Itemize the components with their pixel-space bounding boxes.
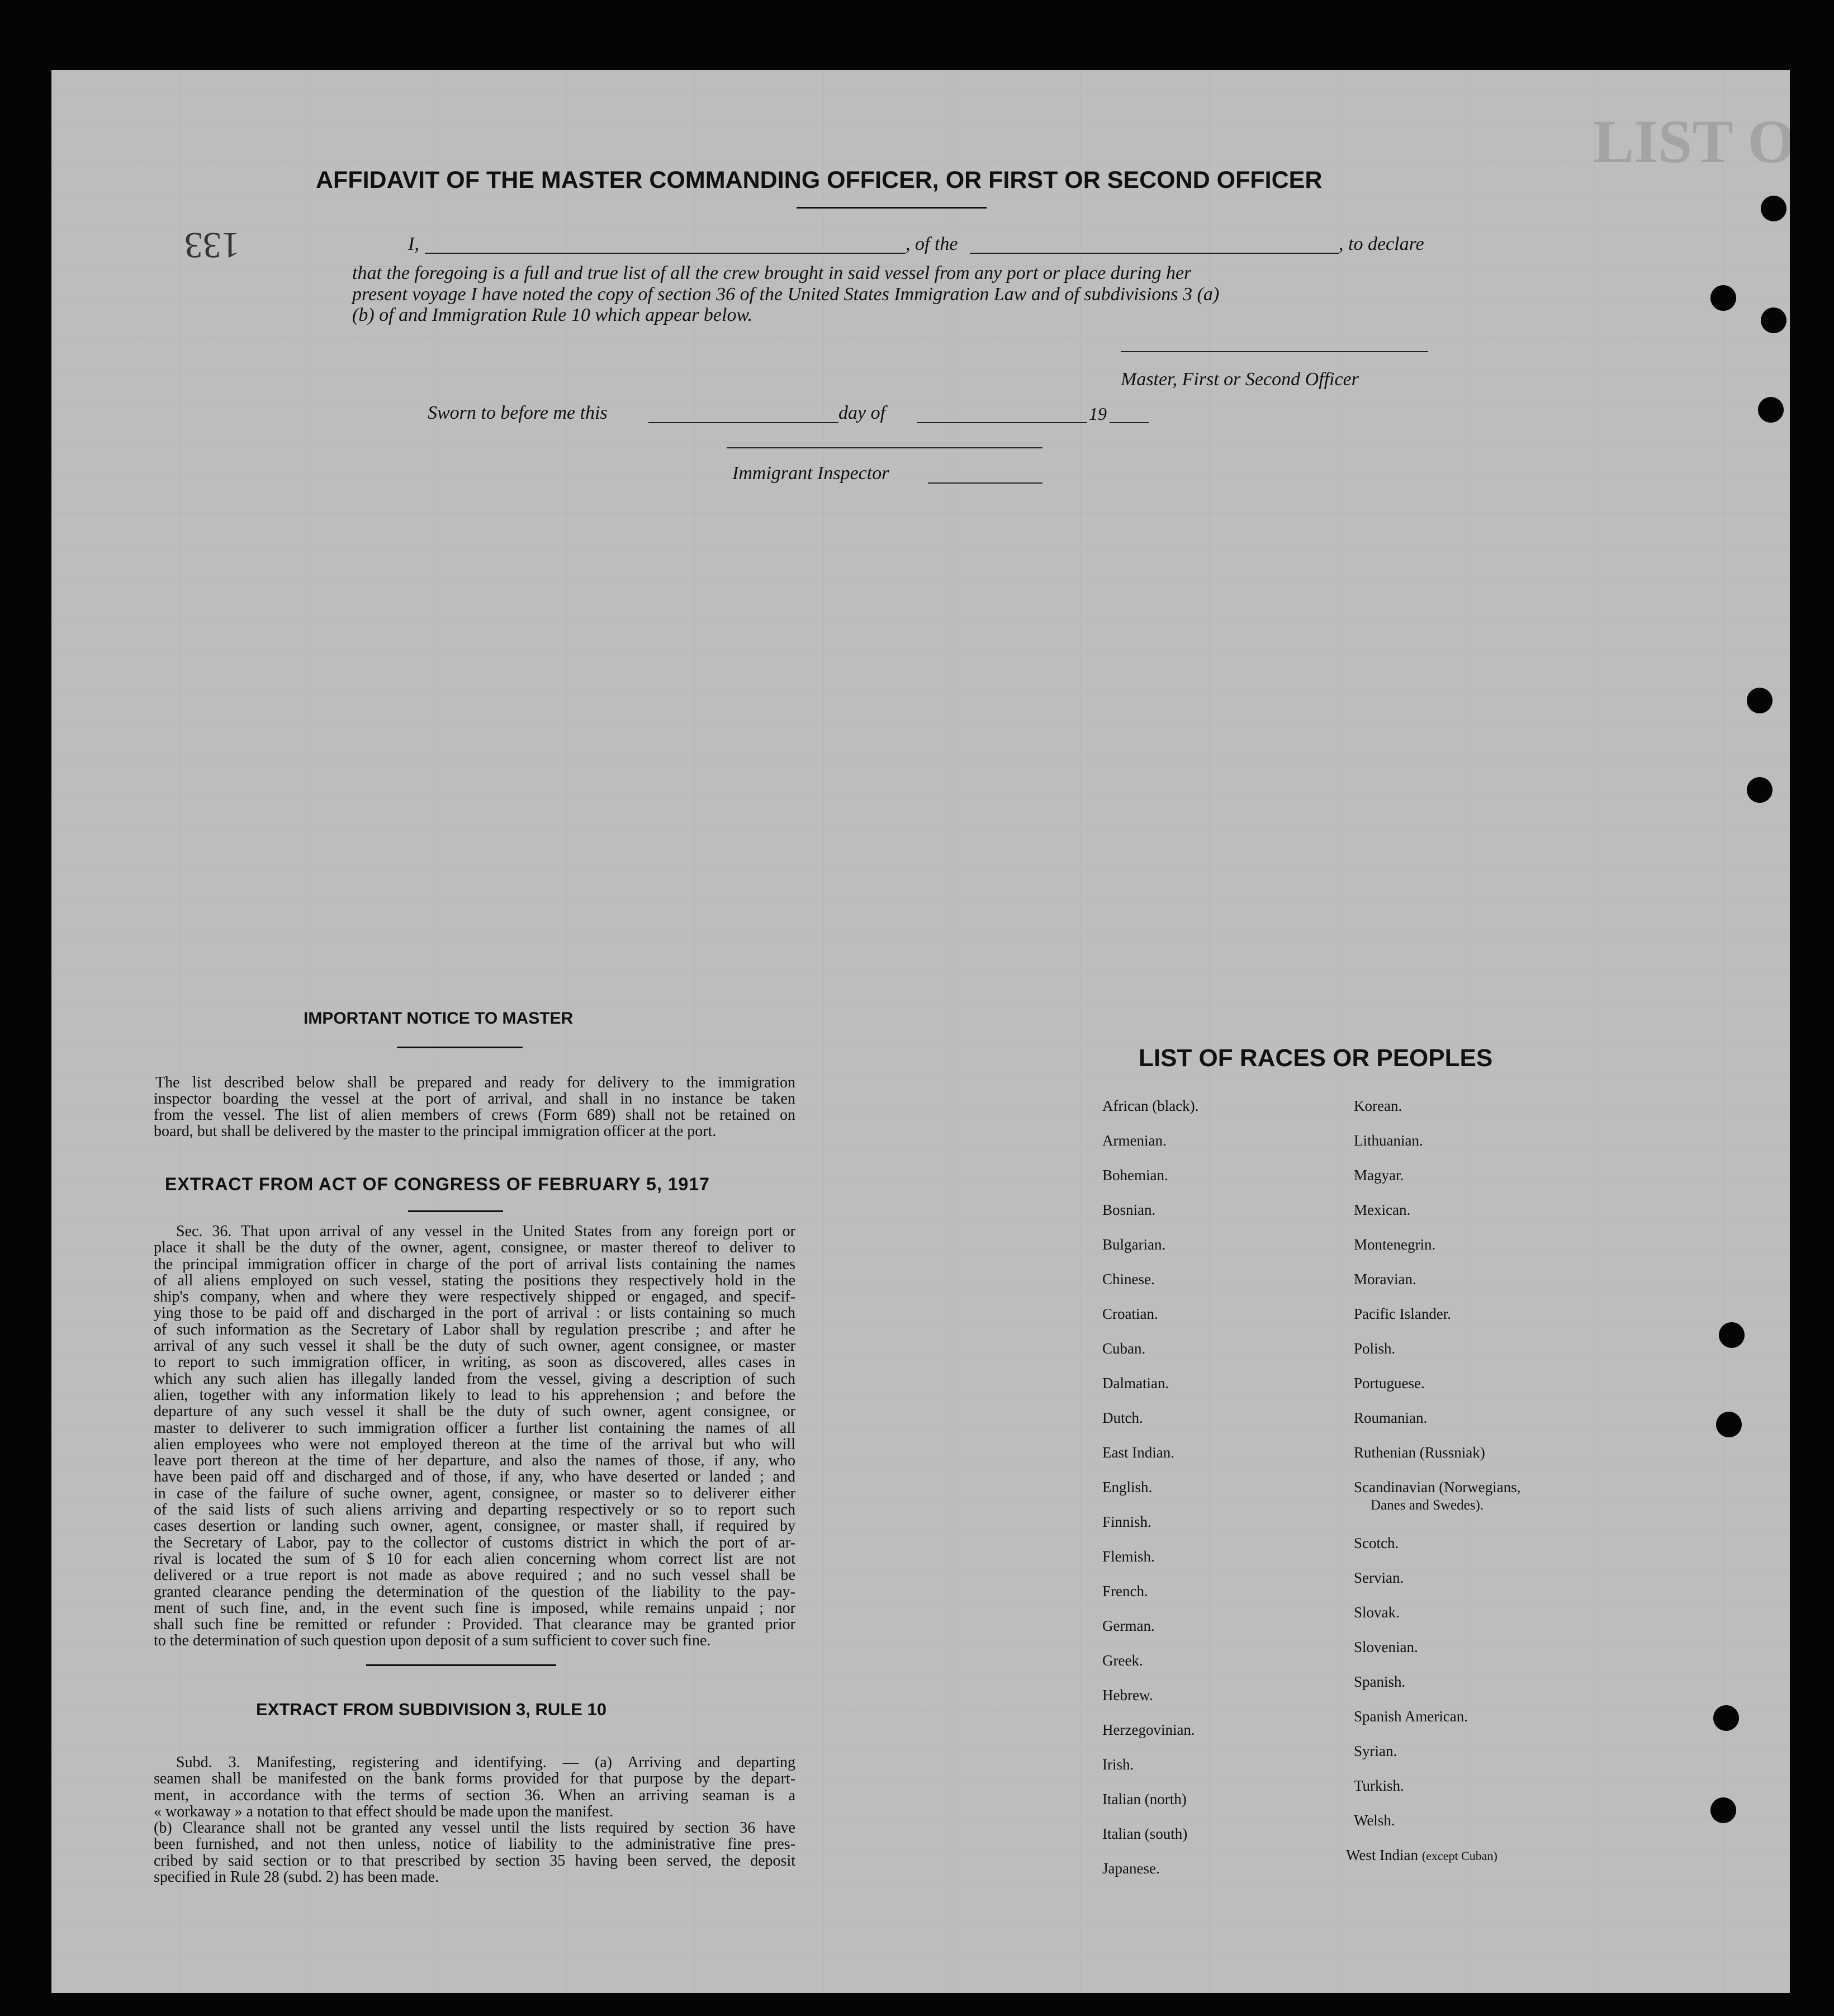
- title-underline: [797, 207, 987, 209]
- race-right-item: Ruthenian (Russniak): [1354, 1444, 1485, 1461]
- act-line: the Secretary of Labor, pay to the collector of customs district in which the port of ar-: [154, 1534, 795, 1551]
- stamp-number: 133: [184, 225, 240, 266]
- race-right-item: Moravian.: [1354, 1271, 1416, 1288]
- affidavit-to-declare: , to declare: [1339, 234, 1424, 254]
- act-line: in case of the failure of suche owner, agent, consignee, or master so to deliverer either: [154, 1484, 795, 1502]
- sworn-day-blank[interactable]: [648, 422, 838, 423]
- affidavit-line-2: that the foregoing is a full and true list of all the crew brought in said vessel from any port or place during her: [352, 263, 1192, 283]
- race-right-item: Montenegrin.: [1354, 1236, 1436, 1253]
- affidavit-line-4: (b) of and Immigration Rule 10 which appear below.: [352, 305, 753, 325]
- act-paragraph: [154, 1223, 795, 1649]
- punch-hole: [1747, 777, 1773, 803]
- act-line: to report to such immigration officer, in writing, as soon as discovered, alles cases in: [154, 1354, 795, 1371]
- affidavit-of-the: , of the: [906, 234, 958, 254]
- rule-line: cribed by said section or to that prescribed by section 35 having been served, the deposit: [154, 1852, 795, 1870]
- act-line: master to deliverer to such immigration officer a further list containing the names of all: [154, 1419, 795, 1437]
- race-left-item: English.: [1102, 1479, 1153, 1496]
- act-line: cases desertion or landing such owner, agent, consignee, or master shall, if required by: [154, 1517, 795, 1535]
- inspector-label: Immigrant Inspector: [732, 463, 889, 484]
- act-line: shall such fine be remitted or refunder : Provided. That clearance may be granted prior: [154, 1616, 795, 1634]
- race-left-item: East Indian.: [1102, 1444, 1174, 1461]
- act-line: departure of any such vessel it shall be the duty of such owner, agent consignee, or: [154, 1403, 795, 1421]
- act-line: leave port thereon at the time of her departure, and also the names of those, if any, who: [154, 1452, 795, 1470]
- notice-paragraph: [154, 1075, 795, 1139]
- act-line: ship's company, when and where they were respectively shipped or engaged, and specif-: [154, 1288, 795, 1306]
- race-left-item: Armenian.: [1102, 1132, 1167, 1149]
- punch-hole: [1710, 285, 1736, 311]
- race-west-indian-note: (except Cuban): [1421, 1849, 1497, 1863]
- act-line: alien employees who were not employed thereon at the time of the arrival but who will: [154, 1435, 795, 1453]
- race-left-item: Herzegovinian.: [1102, 1721, 1195, 1738]
- act-line: which any such alien has illegally landed from the vessel, giving a description of such: [154, 1370, 795, 1388]
- act-line: have been paid off and discharged and of those, if any, who have deserted or landed ; and: [154, 1468, 795, 1486]
- rule-line: seamen shall be manifested on the bank forms provided for that purpose by the depart-: [154, 1770, 795, 1788]
- punch-hole: [1716, 1412, 1742, 1437]
- act-line: of such information as the Secretary of Labor shall by regulation prescribe ; and after he: [154, 1321, 795, 1338]
- act-line: arrival of any such vessel it shall be the duty of such owner, agent consignee, or master: [154, 1337, 795, 1355]
- rule-extract-title: EXTRACT FROM SUBDIVISION 3, RULE 10: [256, 1700, 606, 1719]
- notice-line: from the vessel. The list of alien members of crews (Form 689) shall not be retained on: [154, 1106, 795, 1124]
- race-left-item: Cuban.: [1102, 1340, 1146, 1357]
- race-right-item: Polish.: [1354, 1340, 1396, 1357]
- race-left-item: Bohemian.: [1102, 1167, 1168, 1184]
- bleed-through-heading: LIST OF: [1593, 107, 1833, 176]
- race-left-item: Chinese.: [1102, 1271, 1155, 1288]
- race-left-item: Italian (north): [1102, 1791, 1187, 1807]
- race-left-item: German.: [1102, 1617, 1155, 1634]
- race-right-item: Servian.: [1354, 1569, 1404, 1586]
- race-right-item: Roumanian.: [1354, 1409, 1428, 1426]
- sworn-label: Sworn to before me this: [428, 403, 608, 423]
- race-right-item: Lithuanian.: [1354, 1132, 1423, 1149]
- act-line: alien, together with any information likely to lead to his apprehension ; and before the: [154, 1386, 795, 1404]
- race-right-item: Spanish.: [1354, 1673, 1406, 1690]
- act-line: delivered or a true report is not made as above required ; and no such vessel shall be: [154, 1567, 795, 1584]
- act-line: Sec. 36. That upon arrival of any vessel in the United States from any foreign port or: [176, 1223, 795, 1240]
- rule-line: Subd. 3. Manifesting, registering and identifying. — (a) Arriving and departing: [176, 1754, 795, 1771]
- race-right-item: Slovak.: [1354, 1604, 1400, 1621]
- race-right-item: Turkish.: [1354, 1777, 1404, 1794]
- rule-line: ment, in accordance with the terms of section 36. When an arriving seaman is a: [154, 1786, 795, 1804]
- act-line: ying those to be paid off and discharged in the port of arrival : or lists containing so much: [154, 1304, 795, 1322]
- act-line: granted clearance pending the determination of the question of the liability to the pay-: [154, 1583, 795, 1601]
- punch-hole: [1713, 1705, 1739, 1731]
- year-prefix: 19: [1089, 404, 1107, 424]
- race-left-item: Finnish.: [1102, 1513, 1151, 1530]
- punch-hole: [1761, 307, 1786, 333]
- race-right-item: Slovenian.: [1354, 1639, 1418, 1655]
- year-blank[interactable]: [1110, 422, 1149, 423]
- act-extract-title: EXTRACT FROM ACT OF CONGRESS OF FEBRUARY 5, 1917: [165, 1174, 710, 1194]
- punch-hole: [1710, 1797, 1736, 1823]
- notice-line: inspector boarding the vessel at the port of arrival, and shall in no instance be taken: [154, 1090, 795, 1108]
- race-right-item: Pacific Islander.: [1354, 1305, 1451, 1322]
- act-line: of all aliens employed on such vessel, stating the positions they respectively hold in the: [154, 1271, 795, 1289]
- act-line: place it shall be the duty of the owner, agent, consignee, or master thereof to deliver to: [154, 1239, 795, 1257]
- notice-title: IMPORTANT NOTICE TO MASTER: [304, 1009, 574, 1028]
- race-left-item: Italian (south): [1102, 1825, 1188, 1842]
- rule-line: been furnished, and not then unless, notice of liability to the administrative fine pres-: [154, 1835, 795, 1853]
- race-right-item: Scotch.: [1354, 1535, 1399, 1551]
- act-line: ment of such fine, and, in the event such fine is imposed, while remains unpaid ; nor: [154, 1599, 795, 1617]
- inspector-name-blank[interactable]: [928, 482, 1042, 484]
- name-blank[interactable]: [425, 253, 906, 254]
- race-west-indian: West Indian: [1346, 1847, 1419, 1863]
- act-end-rule: [366, 1664, 556, 1666]
- race-left-item: Flemish.: [1102, 1548, 1155, 1565]
- notice-line: The list described below shall be prepared and ready for delivery to the immigration: [155, 1074, 795, 1091]
- notice-line: board, but shall be delivered by the master to the principal immigration officer at the port.: [154, 1123, 717, 1140]
- punch-hole: [1761, 196, 1786, 221]
- race-right-item: Welsh.: [1354, 1812, 1395, 1829]
- month-blank[interactable]: [917, 422, 1087, 423]
- punch-hole: [1747, 688, 1773, 713]
- race-right-item: Scandinavian (Norwegians,: [1354, 1479, 1521, 1496]
- affidavit-line-3: present voyage I have noted the copy of section 36 of the United States Immigration Law and of subdivisions 3 (a): [352, 284, 1220, 305]
- notice-underline: [397, 1047, 523, 1048]
- rule-line: (b) Clearance shall not be granted any vessel until the lists required by section 36 have: [154, 1819, 795, 1837]
- inspector-signature-line[interactable]: [727, 447, 1042, 448]
- race-right-item: Syrian.: [1354, 1743, 1397, 1759]
- punch-hole: [1758, 397, 1784, 423]
- affidavit-title: AFFIDAVIT OF THE MASTER COMMANDING OFFICER, OR FIRST OR SECOND OFFICER: [316, 167, 1323, 193]
- race-left-item: French.: [1102, 1583, 1148, 1599]
- master-signature-line[interactable]: [1121, 351, 1428, 352]
- rule-paragraph: [154, 1754, 795, 1885]
- race-left-item: Irish.: [1102, 1756, 1134, 1773]
- race-left-item: African (black).: [1102, 1097, 1199, 1114]
- race-right-item: Mexican.: [1354, 1201, 1411, 1218]
- race-right-item-continued: Danes and Swedes).: [1371, 1498, 1484, 1513]
- act-underline: [408, 1210, 503, 1212]
- race-right-item: Korean.: [1354, 1097, 1402, 1114]
- rule-line: « workaway » a notation to that effect should be made upon the manifest.: [154, 1802, 614, 1820]
- race-left-item: Hebrew.: [1102, 1687, 1153, 1703]
- race-left-item: Greek.: [1102, 1652, 1143, 1669]
- act-line: to the determination of such question upon deposit of a sum sufficient to cover such fine.: [154, 1632, 711, 1650]
- act-line: the principal immigration officer in charge of the port of arrival lists containing the names: [154, 1255, 795, 1273]
- race-right-item: [1346, 1847, 1497, 1864]
- race-right-item: Spanish American.: [1354, 1708, 1468, 1725]
- race-left-item: Bosnian.: [1102, 1201, 1156, 1218]
- act-line: rival is located the sum of $ 10 for each alien concerning whom correct list are not: [154, 1550, 795, 1568]
- race-right-item: Magyar.: [1354, 1167, 1404, 1184]
- punch-hole: [1719, 1322, 1745, 1348]
- race-right-item: Portuguese.: [1354, 1375, 1425, 1392]
- race-left-item: Croatian.: [1102, 1305, 1158, 1322]
- race-left-item: Dutch.: [1102, 1409, 1143, 1426]
- act-line: of the said lists of such aliens arriving and departing respectively or so to report such: [154, 1501, 795, 1519]
- race-left-item: Japanese.: [1102, 1860, 1160, 1877]
- master-label: Master, First or Second Officer: [1121, 369, 1359, 390]
- affidavit-i: I,: [408, 234, 419, 254]
- vessel-blank[interactable]: [970, 253, 1339, 254]
- race-left-item: Dalmatian.: [1102, 1375, 1169, 1392]
- race-left-item: Bulgarian.: [1102, 1236, 1166, 1253]
- rule-line: specified in Rule 28 (subd. 2) has been made.: [154, 1868, 439, 1886]
- day-of-label: day of: [838, 403, 886, 423]
- races-title: LIST OF RACES OR PEOPLES: [1139, 1044, 1493, 1072]
